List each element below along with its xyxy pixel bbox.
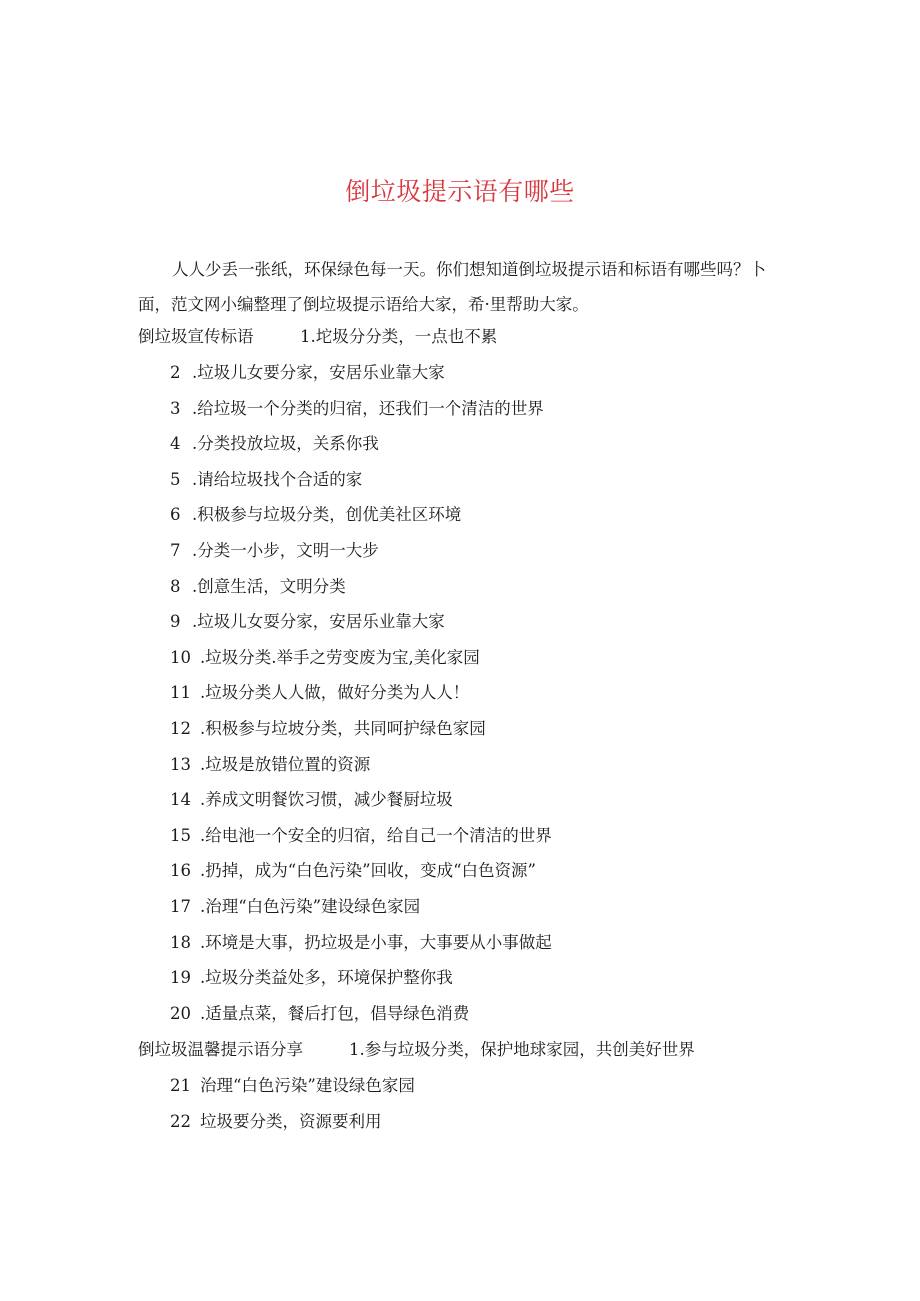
list-item [170,540,379,562]
list-item [170,647,480,669]
list-item [170,1003,469,1025]
list-item-text: .垃圾儿女要分家，安居乐业靠大家 [192,363,445,382]
list-item-text: .分类投放垃圾，关系你我 [192,434,379,454]
list-item-text: 1.参与垃圾分类，保护地球家园，共创美好世界 [349,1040,695,1059]
list-item-text: .分类一小步，文明一大步 [192,541,379,560]
list-item [170,932,552,954]
list-item-text: .治理“白色污染”建设绿色家园 [200,897,421,916]
list-item-text: .垃圾分类益处多，环境保护整你我 [200,968,453,988]
list-item [170,576,346,598]
list-item [170,860,536,882]
list-item-number: 16 [170,861,191,881]
list-item [170,896,420,918]
list-item-text: .创意生活，文明分类 [192,576,346,596]
list-item-text: .给垃圾一个分类的归宿，还我们一个清洁的世界 [192,398,544,418]
list-item [170,789,453,811]
list-item [170,825,552,847]
list-item-number: 18 [170,932,191,952]
document-title: 倒垃圾提示语有哪些 [345,177,575,206]
list-item-text: 垃圾要分类，资源要利用 [200,1111,382,1131]
list-item-number: 20 [170,1003,191,1023]
list-item [170,1075,415,1097]
list-item-text: .积极参与垃坡分类，共同呵护绿色家园 [200,719,486,738]
list-item [170,504,461,526]
list-item [170,682,469,704]
list-item-number: 11 [170,683,191,703]
list-item [170,362,445,384]
list-item [170,967,453,989]
section-label: 倒垃圾宣传标语 [138,327,254,346]
list-item-number: 8 [170,576,181,596]
list-item-text: .垃圾分类.举手之劳变废为宝,美化家园 [200,647,480,667]
list-item-number: 7 [170,541,181,560]
list-item-text: .环境是大事，扔垃圾是小事，大事要从小事做起 [200,932,552,952]
list-item-text: .给电池一个安全的归宿，给自己一个清洁的世界 [200,825,552,845]
section-heading-tips [138,1039,695,1061]
list-item [170,469,362,491]
list-item-number: 12 [170,719,191,738]
list-item-number: 22 [170,1111,191,1131]
intro-paragraph: 人人少丢一张纸，环保绿色每一天。你们想知道倒垃圾提示语和标语有哪些吗？卜面，范文网小编整理了倒垃圾提示语给大家，希·里帮助大家。 [138,260,766,314]
list-item-text: .垃圾分类人人做，做好分类为人人！ [200,683,470,703]
list-item [170,1111,382,1133]
list-item-number: 17 [170,897,191,916]
list-item-text: .扔掉，成为“白色污染”回收，变成“白色资源” [200,861,536,881]
list-item [170,718,486,740]
list-item [170,611,445,633]
list-item-number: 10 [170,647,191,667]
list-item-number: 14 [170,790,191,810]
section-heading-slogans [138,326,497,348]
list-item-number: 13 [170,754,191,774]
list-item-text: .积极参与垃圾分类，创优美社区环境 [192,505,462,525]
list-item-text: 治理“白色污染”建设绿色家园 [200,1076,415,1095]
list-item [170,754,370,776]
list-item [170,398,544,420]
list-item-number: 5 [170,469,181,489]
list-item-number: 4 [170,434,181,454]
list-item-text: 1.坨圾分分类，一点也不累 [300,327,498,346]
list-item-number: 3 [170,398,181,418]
list-item-text: .垃圾儿女耍分家，安居乐业靠大家 [192,612,445,632]
list-item-text: .请给垃圾找个合适的家 [192,469,363,489]
list-item-number: 2 [170,363,181,382]
list-item [170,433,379,455]
list-item-number: 6 [170,505,181,525]
list-item-number: 9 [170,612,181,632]
list-item-number: 21 [170,1076,191,1095]
list-item-number: 15 [170,825,191,845]
list-item-text: .养成文明餐饮习惯，减少餐厨垃圾 [200,790,453,810]
list-item-text: .垃圾是放错位置的资源 [200,754,371,774]
list-item-text: .适量点菜，餐后打包，倡导绿色消费 [200,1003,470,1023]
list-item-number: 19 [170,968,191,988]
section-label: 倒垃圾温馨提示语分享 [138,1040,303,1059]
